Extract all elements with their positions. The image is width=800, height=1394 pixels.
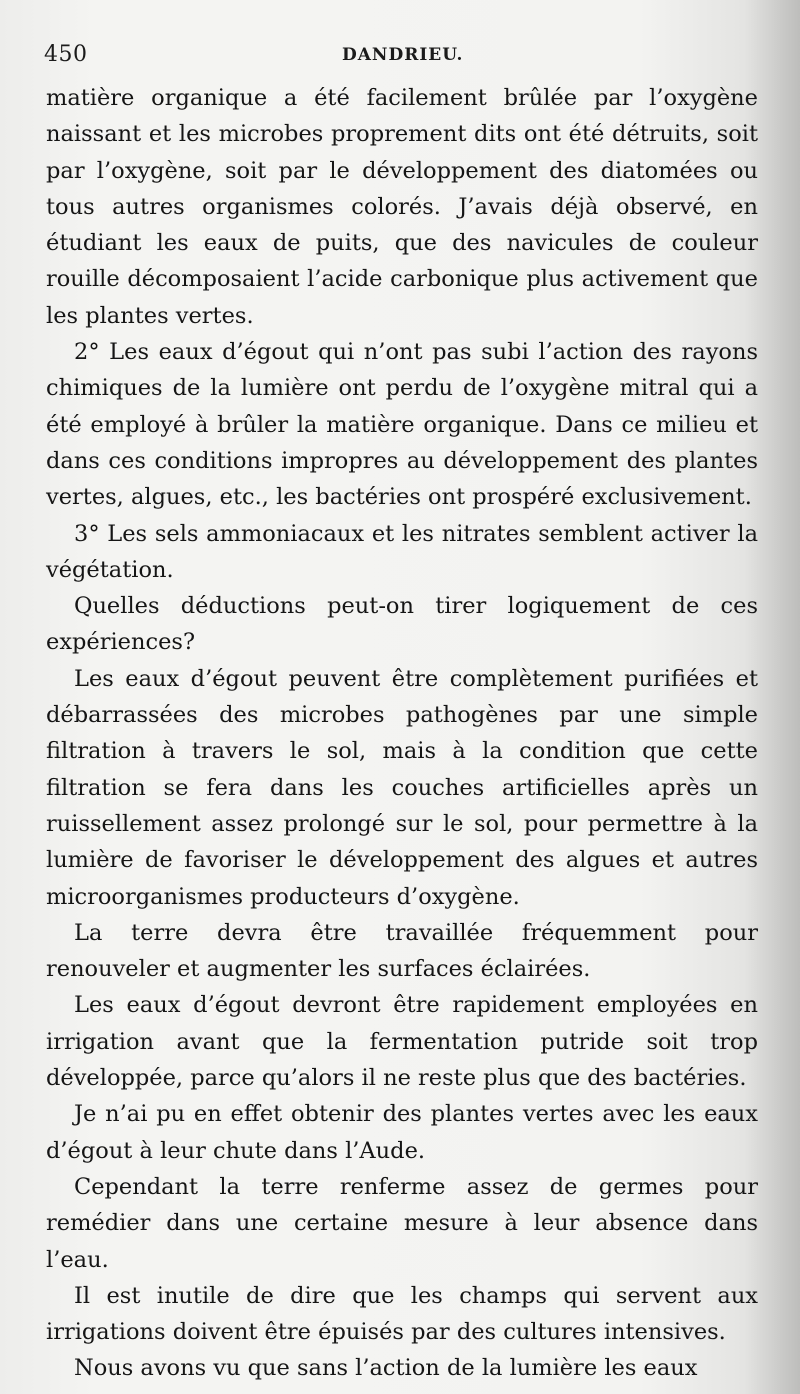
page-number: 450 <box>44 42 88 67</box>
paragraph-11: Nous avons vu que sans l’action de la lumière les eaux <box>74 1355 698 1382</box>
running-head: DANDRIEU. <box>342 45 464 65</box>
paragraph-3: 3° Les sels ammoniacaux et les nitrates semblent activer la végétation. <box>46 520 758 583</box>
page-header <box>44 42 744 72</box>
paragraph-9: Cependant la terre renferme assez de germes pour remédier dans une certaine mesure à leur absence dans l’eau. <box>46 1173 758 1273</box>
paragraph-2: 2° Les eaux d’égout qui n’ont pas subi l’action des rayons chimiques de la lumière ont perdu de l’oxygène mitral qui a été employé à brûler la matière organique. Dans ce milieu et dans ces conditions impropres au développement des plantes vertes, algues, etc., les bactéries ont prospéré exclusivement. <box>46 339 758 511</box>
paragraph-1: matière organique a été facilement brûlée par l’oxygène naissant et les microbes proprement dits ont été détruits, soit par l’oxygène, soit par le développement des diatomées ou tous autres organismes colorés. J’avais déjà observé, en étudiant les eaux de puits, que des navicules de couleur rouille décomposaient l’acide carbonique plus activement que les plantes vertes. <box>46 85 758 329</box>
paragraph-7: Les eaux d’égout devront être rapidement employées en irrigation avant que la fermentation putride soit trop développée, parce qu’alors il ne reste plus que des bactéries. <box>46 992 758 1092</box>
paragraph-5: Les eaux d’égout peuvent être complètement purifiées et débarrassées des microbes pathogènes par une simple filtration à travers le sol, mais à la condition que cette filtration se fera dans les couches artificielles après un ruissellement assez prolongé sur le sol, pour permettre à la lumière de favoriser le développement des algues et autres microorganismes producteurs d’oxygène. <box>46 665 758 910</box>
paragraph-4: Quelles déductions peut-on tirer logiquement de ces expériences? <box>46 593 758 656</box>
body-text <box>46 80 758 1387</box>
paragraph-6: La terre devra être travaillée fréquemment pour renouveler et augmenter les surfaces éclairées. <box>46 919 758 983</box>
paragraph-8: Je n’ai pu en effet obtenir des plantes vertes avec les eaux d’égout à leur chute dans l’Aude. <box>46 1101 758 1164</box>
paragraph-10: Il est inutile de dire que les champs qui servent aux irrigations doivent être épuisés par des cultures intensives. <box>46 1282 758 1346</box>
